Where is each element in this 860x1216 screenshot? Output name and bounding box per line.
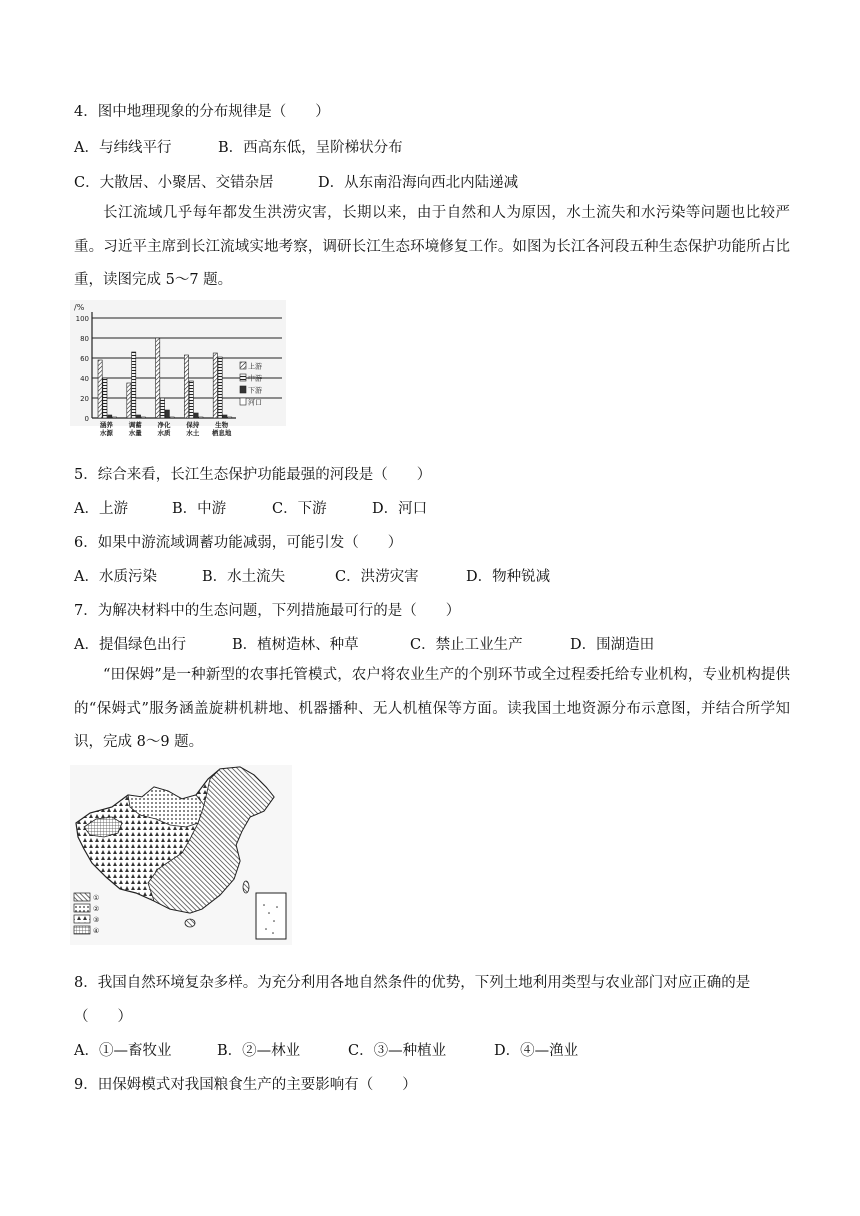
chart-bar-0-1 (127, 383, 131, 418)
chart-bar-3-2 (170, 417, 174, 418)
map-inset (256, 893, 286, 939)
q7-stem: 7．为解决材料中的生态问题，下列措施最可行的是（ ） (74, 603, 461, 619)
map-legend-2: ② (93, 905, 100, 913)
q6-option-a: A．水质污染 (74, 569, 157, 585)
map-legend-4: ④ (93, 927, 100, 935)
chart-legend-label: 下游 (248, 386, 262, 395)
q9-stem: 9．田保姆模式对我国粮食生产的主要影响有（ ） (74, 1077, 417, 1093)
chart-bar-1-1 (132, 352, 136, 418)
chart-xtick-label: 调蓄 (128, 421, 142, 429)
chart-ytick-label: 60 (80, 355, 89, 363)
chart-legend-label: 上游 (248, 362, 262, 371)
q4-option-b: B．西高东低，呈阶梯状分布 (218, 140, 403, 156)
chart-legend-swatch (240, 398, 246, 405)
map-island-hainan (185, 919, 195, 927)
q4-option-c: C．大散居、小聚居、交错杂居 (74, 175, 274, 191)
chart-bar-1-2 (160, 398, 164, 418)
map-svg (70, 765, 292, 945)
chart-bar-2-1 (136, 415, 140, 418)
map-legend (74, 893, 99, 935)
chart-ylabel: /% (74, 303, 85, 312)
chart-legend-label: 河口 (248, 398, 262, 407)
chart-bar-0-3 (184, 355, 188, 418)
chart-xtick-label: 水质 (157, 429, 171, 437)
map-island-taiwan (243, 881, 249, 893)
chart-ytick-label: 100 (75, 315, 89, 323)
chart-bar-2-4 (223, 415, 227, 418)
q5-option-b: B．中游 (172, 501, 227, 517)
chart-bar-1-3 (189, 381, 193, 418)
chart-legend-swatch (240, 374, 246, 381)
passage-changjiang: 长江流域几乎每年都发生洪涝灾害，长期以来，由于自然和人为原因，水土流失和水污染等问题也比较严重。习近平主席到长江流域实地考察，调研长江生态环境修复工作。如图为长江各河段五种生态保护功能所占比重，读图完成 5～7 题。 (74, 205, 790, 288)
q4-option-a: A．与纬线平行 (74, 140, 172, 156)
chart-svg (70, 300, 286, 437)
q4-option-d: D．从东南沿海向西北内陆递减 (318, 175, 519, 191)
q5-option-c: C．下游 (272, 501, 327, 517)
chart-bar-0-4 (213, 353, 217, 418)
q5-option-a: A．上游 (74, 501, 128, 517)
chart-xtick-label: 水土 (186, 429, 200, 437)
chart-xtick-label: 净化 (157, 421, 171, 429)
q8-option-b: B．②—林业 (217, 1043, 301, 1059)
chart-bar-3-4 (228, 417, 232, 418)
map-legend-3: ③ (93, 916, 100, 924)
chart-bar-0-0 (98, 360, 102, 418)
chart-xtick-label: 水量 (128, 429, 142, 437)
q6-option-c: C．洪涝灾害 (335, 569, 419, 585)
q8-option-a: A．①—畜牧业 (74, 1043, 172, 1059)
passage-tianbaomu: “田保姆”是一种新型的农事托管模式，农户将农业生产的个别环节或全过程委托给专业机构，专业机构提供的“保姆式”服务涵盖旋耕机耕地、机器播种、无人机植保等方面。读我国土地资源分布示意图，并结合所学知识，完成 8～9 题。 (74, 667, 790, 750)
chart-bar-1-0 (103, 378, 107, 418)
q6-stem: 6．如果中游流域调蓄功能减弱，可能引发（ ） (74, 535, 403, 551)
chart-xtick-label: 栖息地 (211, 429, 232, 437)
land-resource-map (70, 765, 292, 945)
chart-ytick-label: 40 (80, 375, 89, 383)
q4-stem: 4．图中地理现象的分布规律是（ ） (74, 104, 330, 120)
chart-xtick-label: 水源 (99, 429, 113, 437)
q7-option-b: B．植树造林、种草 (232, 637, 359, 653)
q6-option-b: B．水土流失 (202, 569, 286, 585)
q8-option-c: C．③—种植业 (348, 1043, 447, 1059)
chart-bar-3-3 (199, 417, 203, 418)
chart-legend-swatch (240, 362, 246, 369)
map-legend-1: ① (93, 894, 100, 902)
chart-bar-0-2 (156, 338, 160, 418)
q8-stem-line2: （ ） (74, 1009, 132, 1025)
q5-stem: 5．综合来看，长江生态保护功能最强的河段是（ ） (74, 467, 432, 483)
chart-bar-1-4 (218, 357, 222, 418)
q7-option-d: D．围湖造田 (570, 637, 655, 653)
chart-ytick-label: 20 (80, 395, 89, 403)
q5-option-d: D．河口 (372, 501, 428, 517)
chart-xtick-label: 涵养 (99, 421, 113, 429)
q8-option-d: D．④—渔业 (494, 1043, 579, 1059)
chart-ytick-label: 80 (80, 335, 89, 343)
q7-option-a: A．提倡绿色出行 (74, 637, 186, 653)
chart-legend-swatch (240, 386, 246, 393)
chart-xtick-label: 保持 (186, 421, 200, 429)
ecology-bar-chart (70, 300, 286, 437)
chart-bar-3-1 (141, 417, 145, 418)
q8-stem-line1: 8．我国自然环境复杂多样。为充分利用各地自然条件的优势，下列土地利用类型与农业部门对应正确的是 (74, 975, 751, 991)
chart-bar-2-2 (165, 410, 169, 418)
chart-bar-3-0 (112, 417, 116, 418)
q6-option-d: D．物种锐减 (466, 569, 551, 585)
chart-bar-2-0 (108, 415, 112, 418)
chart-legend-label: 中游 (248, 374, 262, 383)
chart-xtick-label: 生物 (215, 421, 229, 429)
chart-bar-2-3 (194, 413, 198, 418)
q7-option-c: C．禁止工业生产 (410, 637, 523, 653)
chart-ytick-label: 0 (84, 415, 89, 423)
